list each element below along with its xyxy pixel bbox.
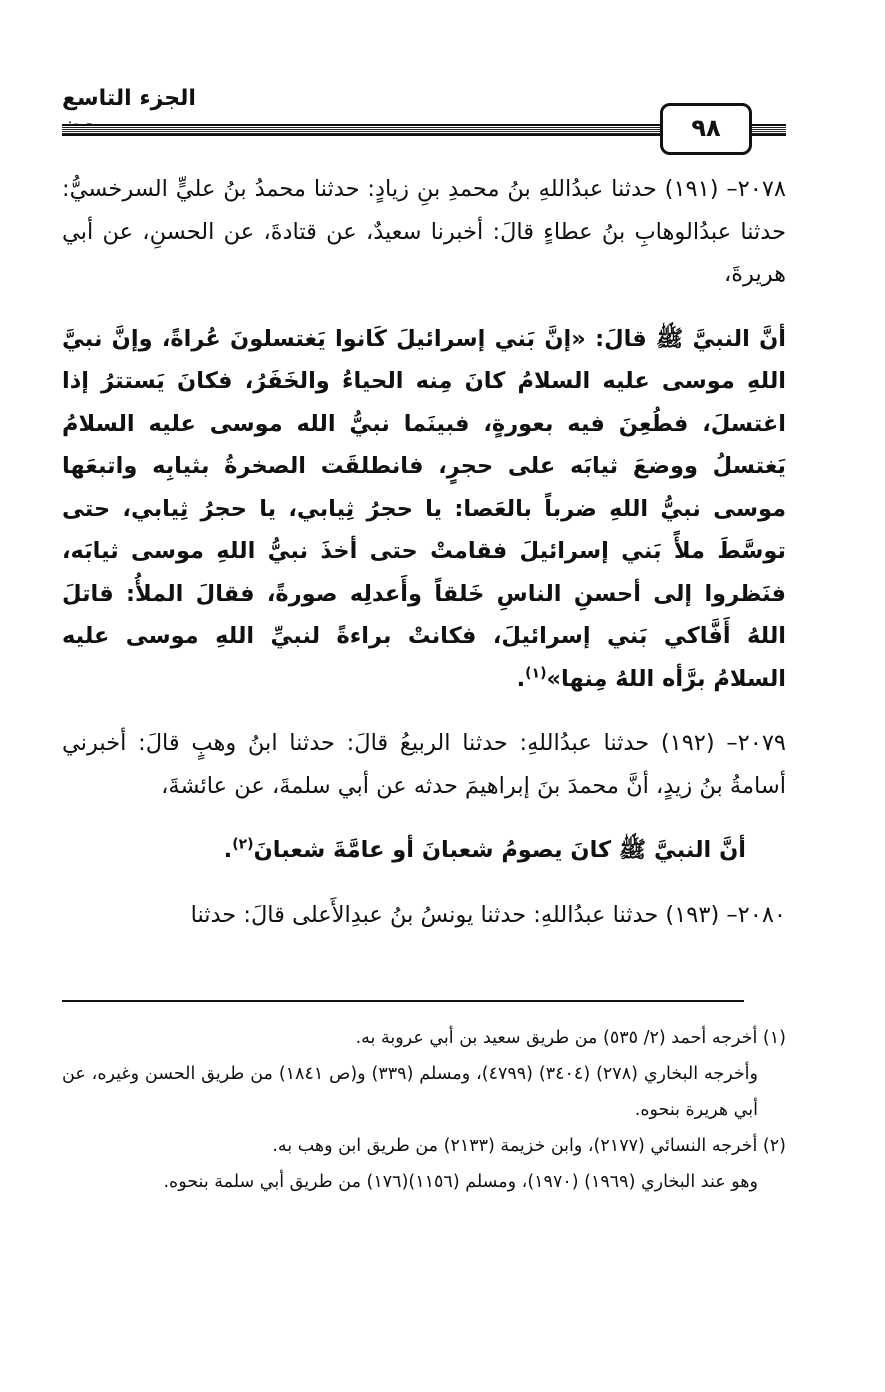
footnote-ref-2[interactable]: (٢) xyxy=(232,836,254,853)
hadith-2078-matn: أنَّ النبيَّ ﷺ قالَ: «إنَّ بَني إسرائيلَ كَانوا يَغتسلونَ عُراةً، وإنَّ نبيَّ اللهِ موسى عليه السلامُ كانَ مِنه الحياءُ والخَفَرُ، فكانَ يَستترُ إذا اغتسلَ، فطُعِنَ فيه بعورةٍ، فبينَما نبيُّ الله موسى عليه السلامُ يَغتسلُ ووضعَ ثيابَه على حجرٍ، فانطلقَت الصخرةُ بثيابِه واتبعَها موسى نبيُّ اللهِ ضرباً بالعَصا: يا حجرُ ثِيابي، يا حجرُ ثِيابي، حتى توسَّطَ ملأً بَني إسرائيلَ فقامتْ حتى أخذَ نبيُّ اللهِ موسى ثيابَه، فنَظروا إلى أحسنِ الناسِ خَلقاً وأَعدلِه صورةً، فقالَ الملأُ: قاتلَ اللهُ أَفَّاكي بَني إسرائيلَ، فكانتْ براءةً لنبيِّ اللهِ موسى عليه السلامُ برَّأه اللهُ مِنها»$^{(١)}$. xyxy=(62,325,786,692)
page-number: ٩٨ xyxy=(691,114,721,142)
paragraph-gap xyxy=(62,872,786,894)
paragraph-gap xyxy=(62,296,786,318)
page-number-box xyxy=(660,103,752,155)
footnote-2-line-2: وهو عند البخاري (١٩٦٩) (١٩٧٠)، ومسلم (١١٥٦)(١٧٦) من طريق أبي سلمة بنحوه. xyxy=(163,1172,758,1192)
hadith-2078-matn-text: أنَّ النبيَّ ﷺ قالَ: «إنَّ بَني إسرائيلَ كَانوا يَغتسلونَ عُراةً، وإنَّ نبيَّ اللهِ موسى عليه السلامُ كانَ مِنه الحياءُ والخَفَرُ، فكانَ يَستترُ إذا اغتسلَ، فطُعِنَ فيه بعورةٍ، فبينَما نبيُّ الله موسى عليه السلامُ يَغتسلُ ووضعَ ثيابَه على حجرٍ، فانطلقَت الصخرةُ بثيابِه واتبعَها موسى نبيُّ اللهِ ضرباً بالعَصا: يا حجرُ ثِيابي، يا حجرُ ثِيابي، حتى توسَّطَ ملأً بَني إسرائيلَ فقامتْ حتى أخذَ نبيُّ اللهِ موسى ثيابَه، فنَظروا إلى أحسنِ الناسِ خَلقاً وأَعدلِه صورةً، فقالَ الملأُ: قاتلَ اللهُ أَفَّاكي بَني إسرائيلَ، فكانتْ براءةً لنبيِّ اللهِ موسى عليه السلامُ برَّأه اللهُ مِنها» xyxy=(62,325,786,692)
paragraph-gap xyxy=(62,700,786,722)
footnote-1-line-2: وأخرجه البخاري (٢٧٨) (٣٤٠٤) (٤٧٩٩)، ومسلم (٣٣٩) و(ص ١٨٤١) من طريق الحسن وغيره، عن أبي هريرة بنحوه. xyxy=(62,1064,758,1120)
hadith-2080-isnad: ٢٠٨٠– (١٩٣) حدثنا عبدُاللهِ: حدثنا يونسُ بنُ عبدِالأَعلى قالَ: حدثنا xyxy=(190,901,786,928)
header-rule-right xyxy=(748,124,786,136)
footnotes xyxy=(62,1020,786,1200)
hadith-2079-isnad: ٢٠٧٩– (١٩٢) حدثنا عبدُاللهِ: حدثنا الربيعُ قالَ: حدثنا ابنُ وهبٍ قالَ: أخبرني أسامةُ بنُ زيدٍ، أنَّ محمدَ بنَ إبراهيمَ حدثه عن أبي سلمةَ، عن عائشةَ، xyxy=(62,730,787,799)
hadith-2079-matn: أنَّ النبيَّ ﷺ كانَ يصومُ شعبانَ أو عامَّةَ شعبانَ$^{(٢)}$. xyxy=(223,836,746,863)
hadith-2079-matn-text: أنَّ النبيَّ ﷺ كانَ يصومُ شعبانَ أو عامَّةَ شعبانَ xyxy=(253,837,746,863)
hadith-2078-isnad: ٢٠٧٨– (١٩١) حدثنا عبدُاللهِ بنُ محمدِ بنِ زيادٍ: حدثنا محمدُ بنُ عليٍّ السرخسيُّ: حدثنا عبدُالوهابِ بنُ عطاءٍ قالَ: أخبرنا سعيدٌ، عن قتادةَ، عن الحسنِ، عن أبي هريرةَ، xyxy=(62,176,786,287)
header-rule xyxy=(62,124,674,136)
body-text xyxy=(62,168,786,936)
footnote-1-line-1: (١) أخرجه أحمد (٢/ ٥٣٥) من طريق سعيد بن أبي عروبة به. xyxy=(355,1028,786,1048)
paragraph-gap xyxy=(62,807,786,829)
footnote-ref-1[interactable]: (١) xyxy=(525,665,547,681)
footnote-separator xyxy=(62,1000,744,1002)
running-title: الجزء التاسع xyxy=(62,86,196,111)
footnote-2-line-1: (٢) أخرجه النسائي (٢١٧٧)، وابن خزيمة (٢١٣٣) من طريق ابن وهب به. xyxy=(272,1136,786,1156)
